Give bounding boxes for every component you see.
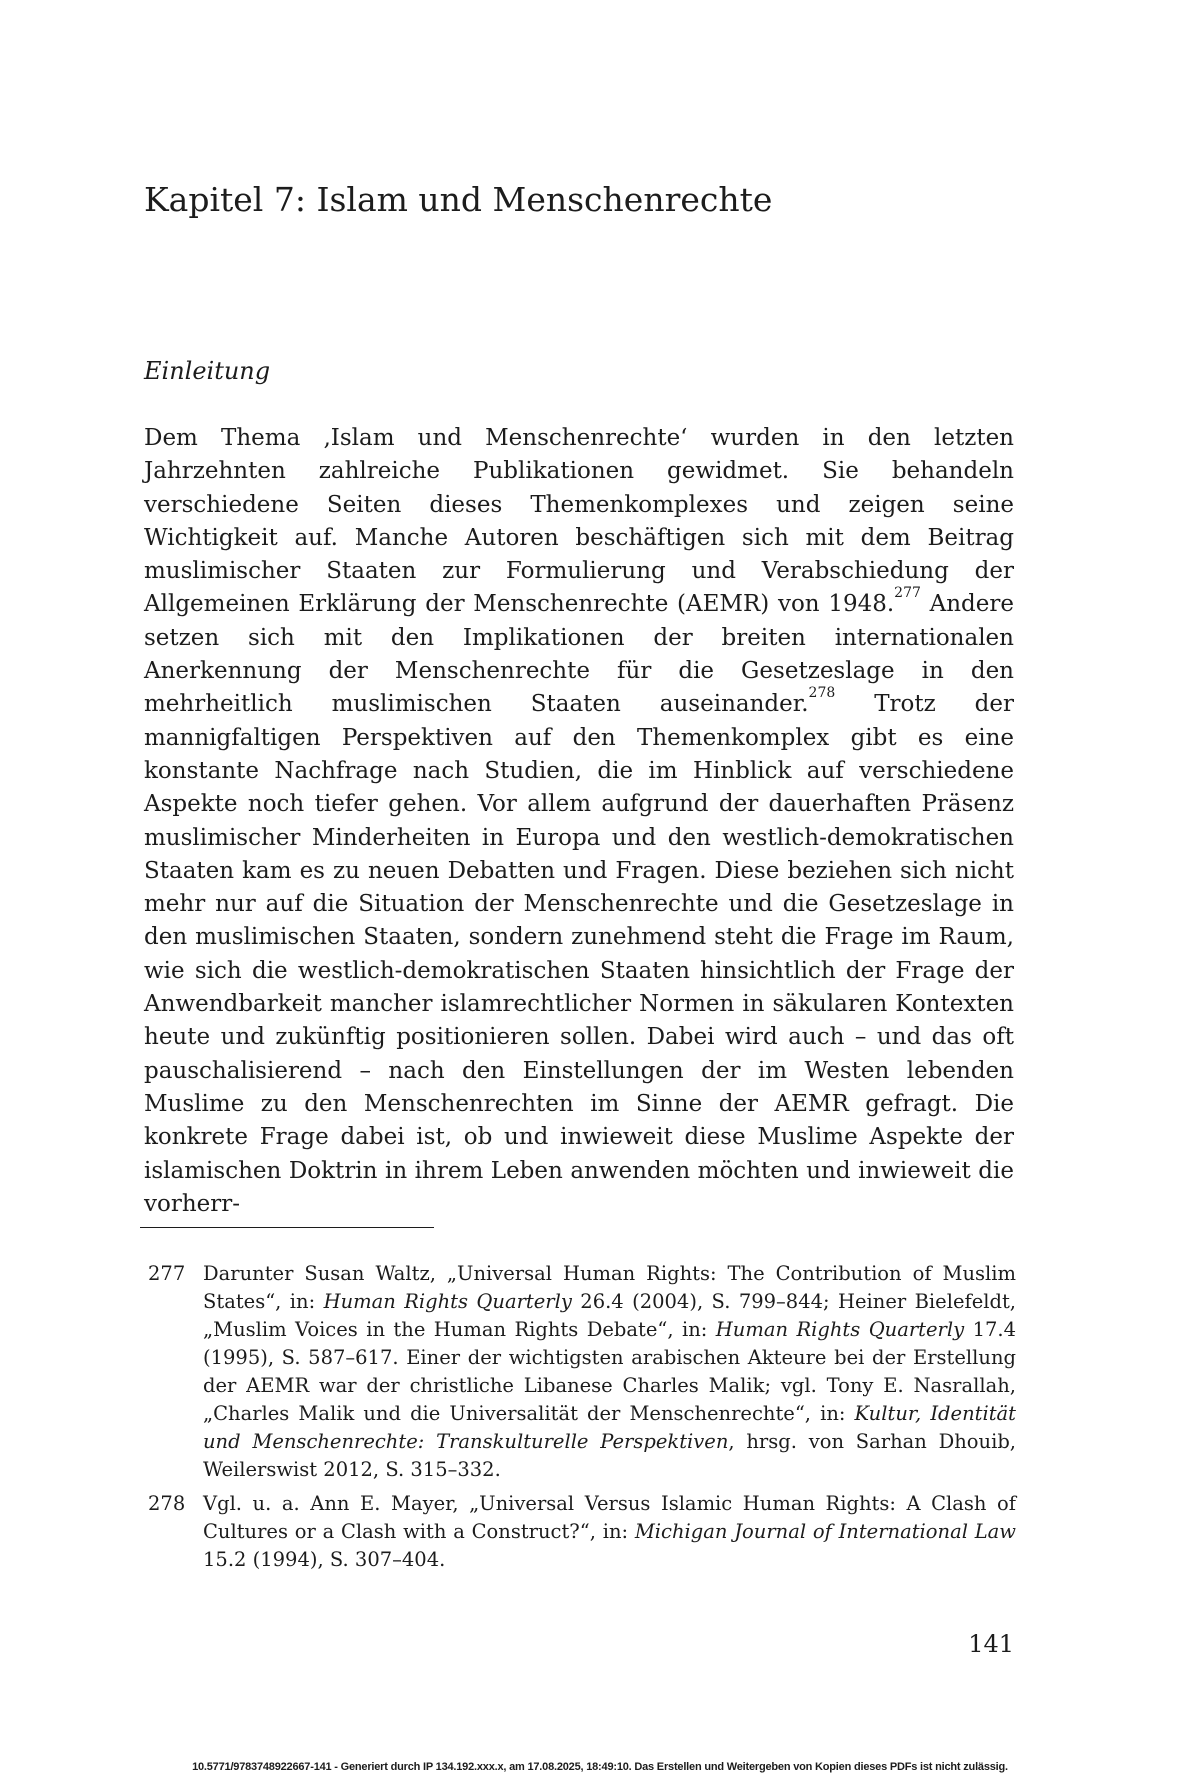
footnote-number: 277 [148,1262,186,1285]
chapter-title: Kapitel 7: Islam und Menschenrechte [144,180,773,219]
footnote-reference-278[interactable]: 278 [808,685,836,702]
footnote-text-segment: 17.4 (1995), S. 587–617. Einer der wichtigsten arabischen Akteure bei der Erstellung der AEMR war der christliche Libanese Charles Malik; vgl. Tony E. Nasrallah, „Charles Malik und die Universalität der Menschenrechte“, in: [203,1318,1016,1425]
download-watermark: 10.5771/9783748922667-141 - Generiert durch IP 134.192.xxx.x, am 17.08.2025, 18:49:10. Das Erstellen und Weitergeben von Kopien dieses PDFs ist nicht zulässig. [192,1761,1008,1773]
footnote-278 [148,1490,1016,1574]
body-text-part-2: Andere setzen sich mit den Implikationen der breiten internationalen Anerkennung der Menschenrechte für die Gesetzeslage in den mehrheitlich muslimischen Staaten auseinander. [144,591,1014,718]
footnotes [148,1260,1016,1580]
section-heading: Einleitung [144,357,271,385]
footnote-text-segment: , hrsg. von Sarhan Dhouib, Weilerswist 2012, S. 315–332. [203,1430,1016,1481]
footnote-text-segment: Vgl. u. a. Ann E. Mayer, „Universal Versus Islamic Human Rights: A Clash of Cultures or a Clash with a Construct?“, in: [203,1492,1016,1543]
footnote-text [203,1490,1016,1574]
footnote-text-segment: 15.2 (1994), S. 307–404. [203,1548,446,1571]
journal-title: Human Rights Quarterly [715,1318,965,1341]
footnote-number: 278 [148,1492,186,1515]
footnote-277 [148,1260,1016,1484]
body-text-part-1: Dem Thema ‚Islam und Menschenrechte‘ wurden in den letzten Jahrzehnten zahlreiche Publikationen gewidmet. Sie behandeln verschiedene Seiten dieses Themenkomplexes und zeigen seine Wichtigkeit auf. Manche Autoren beschäftigen sich mit dem Beitrag muslimischer Staaten zur Formulierung und Verabschiedung der Allgemeinen Erklärung der Menschenrechte (AEMR) von 1948. [144,425,1014,618]
footnote-text-segment: Darunter Susan Waltz, „Universal Human Rights: The Contribution of Muslim States“, in: [203,1262,1016,1313]
body-text-part-3: Trotz der mannigfaltigen Perspektiven auf den Themenkomplex gibt es eine konstante Nachfrage nach Studien, die im Hinblick auf verschiedene Aspekte noch tiefer gehen. Vor allem aufgrund der dauerhaften Präsenz muslimischer Minderheiten in Europa und den westlich-demokratischen Staaten kam es zu neuen Debatten und Fragen. Diese beziehen sich nicht mehr nur auf die Situation der Menschenrechte und die Gesetzeslage in den muslimischen Staaten, sondern zunehmend steht die Frage im Raum, wie sich die westlich-demokratischen Staaten hinsichtlich der Frage der Anwendbarkeit mancher islamrechtlicher Normen in säkularen Kontexten heute und zukünftig positionieren sollen. Dabei wird auch – und das oft pauschalisierend – nach den Einstellungen der im Westen lebenden Muslime zu den Menschenrechten im Sinne der AEMR gefragt. Die konkrete Frage dabei ist, ob und inwieweit diese Muslime Aspekte der islamischen Doktrin in ihrem Leben anwenden möchten und inwieweit die vorherr- [144,691,1015,1217]
page-number: 141 [968,1630,1014,1658]
footnote-text-segment: 26.4 (2004), S. 799–844; Heiner Bielefeldt, „Muslim Voices in the Human Rights Debate“, in: [203,1290,1016,1341]
book-title: Kultur, Identität und Menschenrechte: Transkulturelle Perspektiven [203,1402,1017,1453]
footnote-text [203,1260,1016,1484]
body-paragraph [144,422,1014,1221]
footnote-divider [140,1227,434,1228]
footnote-reference-277[interactable]: 277 [894,585,921,602]
journal-title: Michigan Journal of International Law [634,1520,1016,1543]
journal-title: Human Rights Quarterly [323,1290,572,1313]
